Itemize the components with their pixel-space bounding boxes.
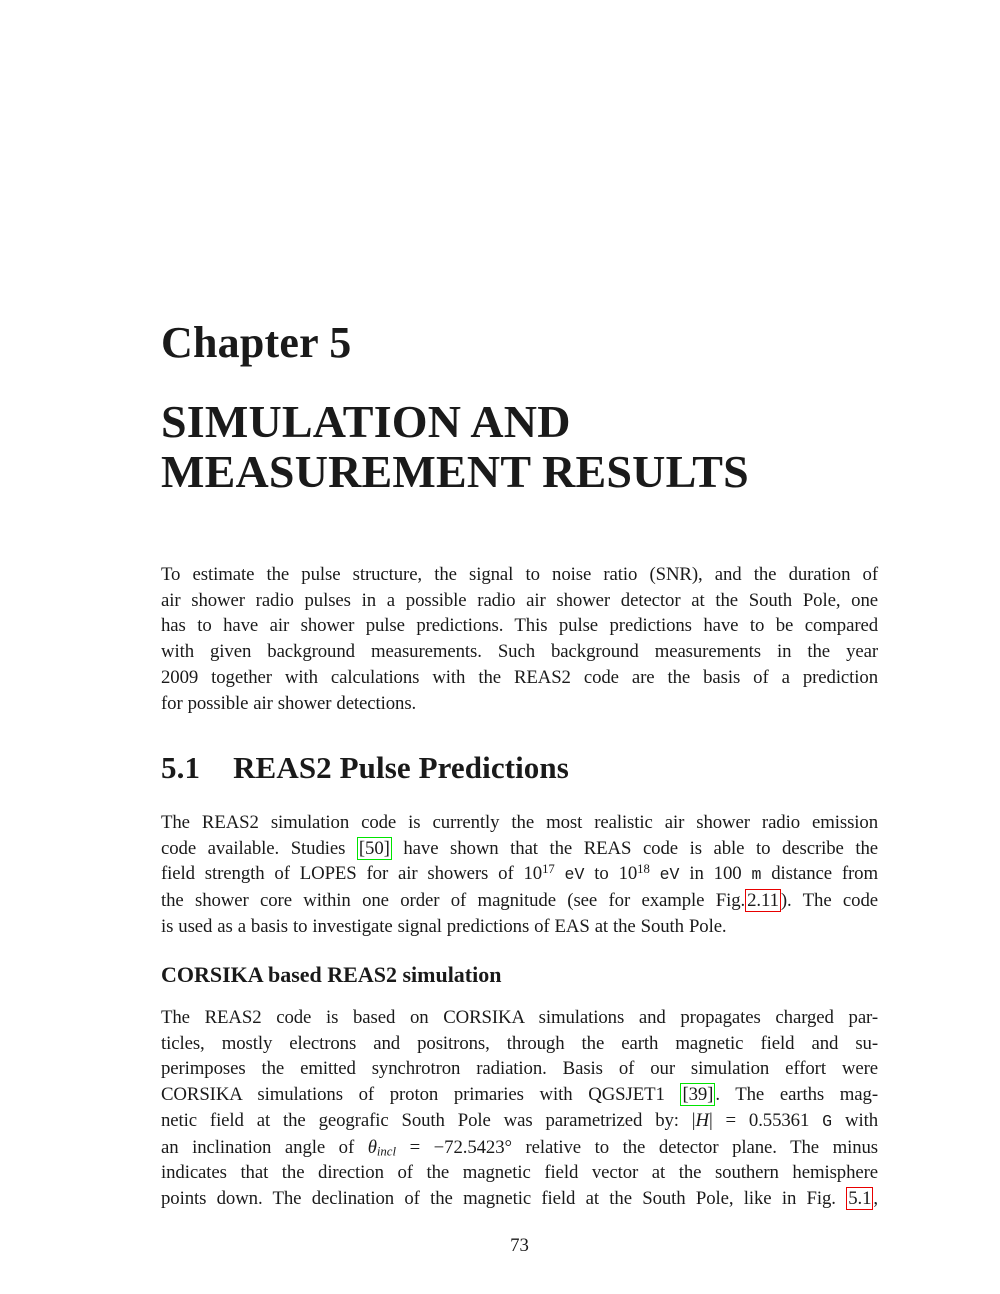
text-line	[161, 1135, 878, 1161]
text-run: the shower core within one order of magnitude (see for example Fig.	[161, 890, 746, 912]
text-run: have shown that the REAS code is able to describe the	[391, 837, 878, 859]
text-run: The REAS2 simulation code is currently the most realistic air shower radio emission	[161, 812, 878, 833]
text-line	[161, 888, 878, 914]
text-run: The REAS2 code is based on CORSIKA simulations and propagates charged par-	[161, 1007, 878, 1028]
text-line	[161, 691, 878, 717]
typewriter-text: m	[751, 865, 762, 885]
text-line	[161, 1005, 878, 1031]
text-run: = −72.5423° relative to the detector plane. The minus	[396, 1136, 878, 1158]
text-line	[161, 1160, 878, 1186]
typewriter-text: eV	[564, 865, 585, 885]
paragraph-intro	[161, 562, 878, 716]
text-run: in 100	[679, 863, 752, 885]
text-run: has to have air shower pulse predictions. This pulse predictions have to be compared	[161, 615, 878, 637]
text-line	[161, 914, 878, 940]
text-run: air shower radio pulses in a possible radio air shower detector at the South Pole, one	[161, 589, 878, 611]
section-number: 5.1	[161, 750, 201, 785]
text-line	[161, 1186, 878, 1212]
text-run: ,	[873, 1187, 878, 1209]
text-run: with	[832, 1109, 878, 1131]
text-line	[161, 836, 878, 862]
page-number: 73	[510, 1235, 529, 1256]
text-run: netic field at the geografic South Pole was parametrized by: |	[161, 1109, 696, 1131]
subsection-heading: CORSIKA based REAS2 simulation	[161, 962, 502, 987]
citation-link[interactable]: [50]	[358, 837, 390, 859]
figure-ref-link[interactable]: 5.1	[848, 1187, 872, 1209]
text-line	[161, 861, 878, 888]
text-run: perimposes the emitted synchrotron radiation. Basis of our simulation effort were	[161, 1058, 878, 1080]
text-line	[161, 639, 878, 665]
paragraph-reas2-predictions	[161, 810, 878, 940]
math-subscript: incl	[376, 1143, 397, 1158]
math-italic: H	[695, 1109, 709, 1131]
text-run: ). The code	[780, 890, 878, 912]
text-line	[161, 613, 878, 639]
figure-ref-link[interactable]: 2.11	[747, 890, 779, 912]
chapter-label: Chapter 5	[161, 318, 352, 367]
text-run	[650, 863, 660, 884]
math-italic: θ	[367, 1136, 377, 1158]
text-run	[555, 863, 565, 884]
chapter-title	[161, 397, 749, 497]
superscript: 18	[637, 862, 650, 877]
text-run: code available. Studies	[161, 837, 357, 859]
text-line	[161, 1108, 878, 1135]
text-run: an inclination angle of	[161, 1136, 368, 1158]
text-run: for possible air shower detections.	[161, 692, 417, 714]
text-line	[161, 1082, 878, 1108]
text-line	[161, 810, 878, 836]
text-line	[161, 665, 878, 691]
text-line	[161, 1056, 878, 1082]
text-run: to 10	[584, 863, 638, 885]
superscript: 17	[542, 862, 555, 877]
text-run: 2009 together with calculations with the REAS2 code are the basis of a prediction	[161, 666, 878, 688]
section-heading	[161, 750, 569, 786]
section-title: REAS2 Pulse Predictions	[233, 750, 569, 785]
text-run: . The earths mag-	[715, 1084, 878, 1106]
text-line	[161, 562, 878, 588]
text-run: field strength of LOPES for air showers of 10	[161, 863, 543, 885]
text-line	[161, 1031, 878, 1057]
text-run: ticles, mostly electrons and positrons, through the earth magnetic field and su-	[161, 1032, 878, 1054]
text-line	[161, 588, 878, 614]
text-run: is used as a basis to investigate signal predictions of EAS at the South Pole.	[161, 915, 727, 937]
text-run: indicates that the direction of the magnetic field vector at the southern hemisphere	[161, 1162, 878, 1184]
chapter-title-line-2: MEASUREMENT RESULTS	[161, 446, 749, 497]
text-run: with given background measurements. Such background measurements in the year	[161, 641, 878, 663]
text-run: distance from	[761, 863, 878, 885]
chapter-title-line-1: SIMULATION AND	[161, 396, 571, 447]
paragraph-corsika-simulation	[161, 1005, 878, 1212]
typewriter-text: eV	[659, 865, 680, 885]
typewriter-text: G	[822, 1111, 833, 1131]
text-run: CORSIKA simulations of proton primaries with QGSJET1	[161, 1084, 681, 1106]
citation-link[interactable]: [39]	[682, 1084, 714, 1106]
text-run: | = 0.55361	[708, 1109, 823, 1131]
text-run: points down. The declination of the magnetic field at the South Pole, like in Fig.	[161, 1187, 847, 1209]
text-run: To estimate the pulse structure, the signal to noise ratio (SNR), and the duration of	[161, 564, 878, 585]
